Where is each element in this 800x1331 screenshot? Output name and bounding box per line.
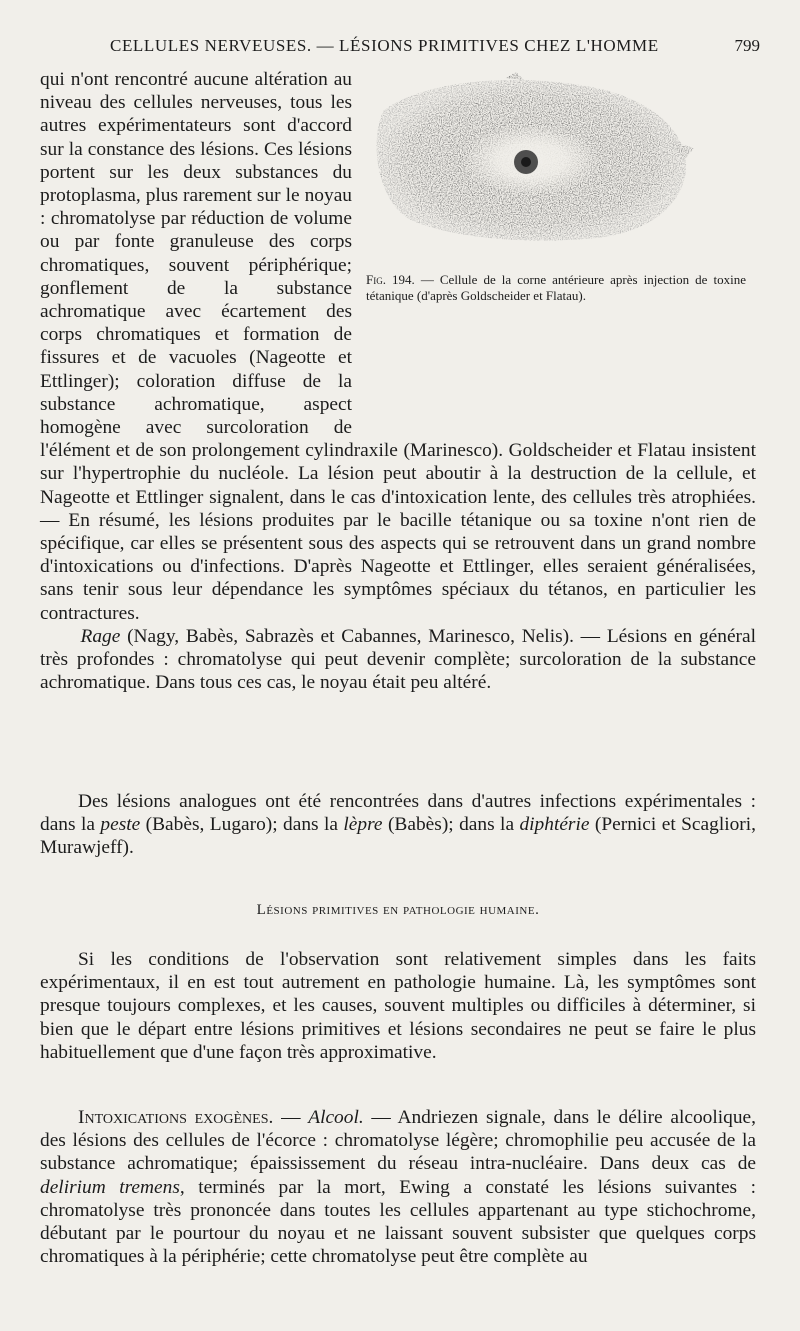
term-alcool: Alcool. [308,1107,364,1128]
running-header [40,32,760,58]
paragraph-analogous-lesions [40,790,756,860]
figure-194 [366,70,756,420]
section-heading: Lésions primitives en pathologie humaine. [256,902,540,918]
dash-separator: — [273,1107,309,1128]
paragraph-exogenous-intoxications [40,1106,756,1268]
alcohol-text-2: , terminés par la mort, Ewing a constaté les lésions suivantes : chromatolyse très prononcée dans toutes les cellules appartenant au type stichochrome, débutant par le pourtour du noyau et ne laissant souvent subsister que quelques corps chromatiques à la périphérie; cette chromatolyse peut être complète au [40,1176,756,1268]
paragraph-human-pathology [40,948,756,1064]
rage-label: Rage [80,625,121,647]
analogous-text-3: (Babès); dans la [382,814,520,836]
page-number: 799 [734,36,760,55]
term-peste: peste [100,814,141,836]
analogous-text-4: (Pernici et Scagliori, Murawjeff). [40,814,756,859]
cell-illustration [366,70,696,250]
term-lepre: lèpre [343,814,383,836]
paragraph-tetanus [40,68,756,694]
figure-caption [366,272,746,304]
human-pathology-text: Si les conditions de l'observation sont relativement simples dans les faits expérimentaux, il en est tout autrement en pathologie humaine. Là, les symptômes sont presque toujours complexes, et les causes, souvent multiples ou difficiles à déterminer, si bien que le départ entre lésions primitives et lésions secondaires ne peut se faire le plus habituellement que d'une façon très approximative. [40,949,756,1063]
running-title: CELLULES NERVEUSES. — LÉSIONS PRIMITIVES CHEZ L'HOMME [110,36,659,55]
analogous-text-1: Des lésions analogues ont été rencontrées dans d'autres infections expérimentales : dans la [40,791,756,836]
analogous-text-2: (Babès, Lugaro); dans la [140,814,344,836]
figure-label: Fig. 194. [366,272,415,287]
alcohol-text-1: — Andriezen signale, dans le délire alcoolique, des lésions des cellules de l'écorce : chromatolyse légère; chromophilie peu accusée de la substance achromatique; épaississement du réseau intra-nucléaire. Dans deux cas de [40,1107,756,1175]
tetanus-text: qui n'ont rencontré aucune altération au niveau des cellules nerveuses, tous les autres expérimentateurs sont d'accord sur la constance des lésions. Ces lésions portent sur les deux substances du protoplasma, plus rarement sur le noyau : chromatolyse par réduction de volume ou par fonte granuleuse des corps chromatiques, souvent périphérique; gonflement de la substance achromatique avec écartement des corps chromatiques et formation de fissures et de vacuoles (Nageotte et Ettlinger); coloration diffuse de la substance achromatique, aspect homogène avec surcoloration de l'élément et de son prolongement cylindraxile (Marinesco). Goldscheider et Flatau insistent sur l'hypertrophie du nucléole. La lésion peut aboutir à la destruction de la cellule, et Nageotte et Ettlinger signalent, dans le cas d'intoxication lente, des cellules très atrophiées. — En résumé, les lésions produites par le bacille tétanique ou sa toxine n'ont rien de spécifique, car elles se présentent sous des aspects qui se retrouvent dans un grand nombre d'intoxications ou d'infections. D'après Nageotte et Ettlinger, elles seraient généralisées, sans tenir sous leur dépendance les symptômes spéciaux du tétanos, en particulier les contractures. [40,69,756,624]
term-delirium-tremens: delirium tremens [40,1176,180,1198]
term-diphterie: diphtérie [519,814,590,836]
figure-caption-text: — Cellule de la corne antérieure après injection de toxine tétanique (d'après Goldscheider et Flatau). [366,272,746,303]
subsection-lead: Intoxications exogènes. [78,1107,274,1128]
rage-text: (Nagy, Babès, Sabrazès et Cabannes, Marinesco, Nelis). — Lésions en général très profondes : chromatolyse qui peut devenir complète; surcoloration de la substance achromatique. Dans tous ces cas, le noyau était peu altéré. [40,625,756,694]
rage-label-wrap [40,626,120,647]
